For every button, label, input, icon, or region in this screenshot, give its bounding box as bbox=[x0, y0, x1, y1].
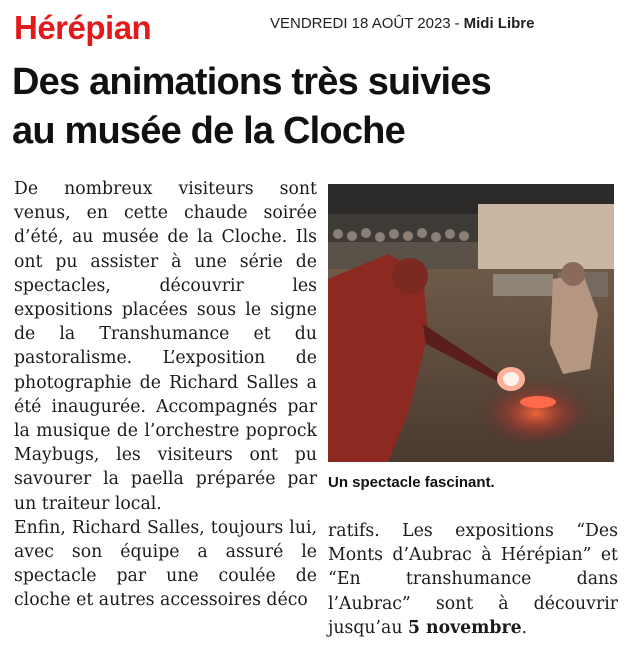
article-photo bbox=[328, 184, 614, 462]
bell-casting-photo bbox=[328, 184, 614, 462]
article-column-2 bbox=[328, 519, 618, 640]
dateline-separator: - bbox=[454, 15, 460, 32]
photo-caption: Un spectacle fascinant. bbox=[328, 474, 495, 491]
article-paragraph-1: De nombreux visiteurs sont venus, en cette chaude soirée d’été, au musée de la Cloche. Ils ont pu assister à une série de spectacles, découvrir les expositions placées sous le signe de la Transhumance et du pastoralisme. L’exposition de photographie de Richard Salles a été inaugurée. Accompagnés par la musique de l’orchestre poprock Maybugs, les visiteurs ont pu savourer la paella préparée par un traiteur local. bbox=[14, 179, 317, 514]
closing-period: . bbox=[521, 617, 528, 638]
article-column-1 bbox=[14, 177, 317, 613]
headline-line-1: Des animations très suivies bbox=[12, 61, 491, 103]
dateline bbox=[270, 15, 534, 32]
article-paragraph-2-end bbox=[328, 519, 618, 640]
article-paragraph-2-start: Enfin, Richard Salles, toujours lui, avec son équipe a assuré le spectacle par une coulée de cloche et autres accessoires déco bbox=[14, 517, 317, 611]
publication-date: VENDREDI 18 AOÛT 2023 bbox=[270, 15, 451, 32]
headline-line-2: au musée de la Cloche bbox=[12, 110, 405, 152]
section-rubric: Hérépian bbox=[14, 9, 152, 46]
exhibition-end-date: 5 novembre bbox=[407, 617, 522, 638]
article-paragraph-2-continuation: ratifs. Les expositions “Des Monts d’Aubrac à Hérépian” et “En transhumance dans l’Aubrac” sont à découvrir jusqu’au bbox=[328, 521, 618, 638]
publication-name: Midi Libre bbox=[463, 15, 535, 32]
article-headline bbox=[12, 58, 622, 156]
